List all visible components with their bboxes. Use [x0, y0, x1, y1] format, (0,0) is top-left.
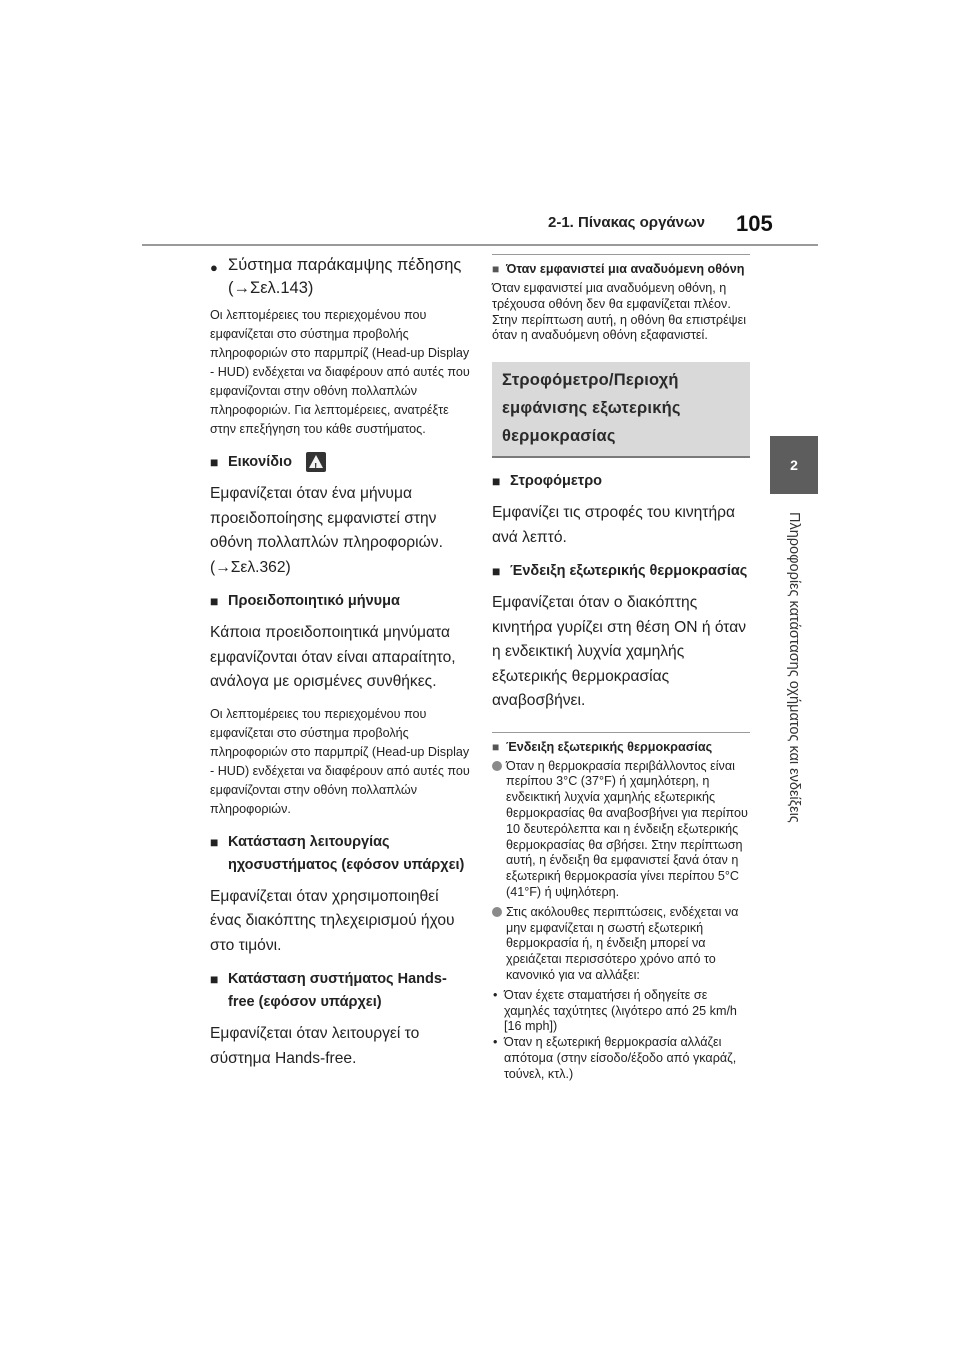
- note-item: [492, 905, 750, 984]
- note-item: [492, 759, 750, 901]
- note-item-text: Όταν η θερμοκρασία περιβάλλοντος είναι περίπου 3°C (37°F) ή χαμηλότερη, η ενδεικτική λυχνία χαμηλής εξωτερικής θερμοκρασίας θα αναβοσβήνει για περίπου 10 δευτερόλεπτα και η ένδειξη εξωτερικής θερμοκρασίας θα σβήσει. Στην περίπτωση αυτή, η ένδειξη θα εμφανιστεί ξανά όταν η εξωτερική θερμοκρασία γίνει περίπου 5°C (41°F) ή υψηλότερη.: [506, 758, 748, 900]
- note-item-text: Στις ακόλουθες περιπτώσεις, ενδέχεται να μην εμφανίζεται η σωστή εξωτερική θερμοκρασία ή, η ένδειξη μπορεί να χρειάζεται περισσότερο χρόνο από το κανονικό για να αλλάξει:: [506, 904, 739, 983]
- audio-text: Εμφανίζεται όταν χρησιμοποιηθεί ένας διακόπτης τηλεχειρισμού ήχου στο τιμόνι.: [210, 887, 455, 954]
- chapter-tab: 2: [770, 436, 818, 494]
- handsfree-text: Εμφανίζεται όταν λειτουργεί το σύστημα Hands-free.: [210, 1025, 420, 1067]
- audio-heading-text: Κατάσταση λειτουργίας ηχοσυστήματος (εφόσον υπάρχει): [228, 833, 465, 873]
- square-bullet-icon: ■: [492, 473, 501, 490]
- square-bullet-icon: ■: [492, 262, 500, 276]
- icon-heading-text: Εικονίδιο: [228, 454, 292, 470]
- temp-note: [492, 732, 750, 1083]
- square-bullet-icon: ■: [210, 593, 219, 609]
- hud-note: Οι λεπτομέρειες του περιεχομένου που εμφανίζεται στο σύστημα προβολής πληροφοριών στο παρμπρίζ (Head-up Display - HUD) ενδέχεται να διαφέρουν από αυτές που εμφανίζονται στην οθόνη πολλαπλών πληροφοριών. Για λεπτομέρειες, ανατρέξτε στην επεξήγηση του κάθε συστήματος.: [210, 308, 470, 436]
- tach-heading-text: Στροφόμετρο: [510, 473, 603, 490]
- temp-heading: [492, 560, 750, 583]
- popup-heading: [492, 261, 750, 277]
- note-sub-item: [492, 1035, 750, 1082]
- header-title: 2-1. Πίνακας οργάνων: [548, 214, 705, 231]
- temp-note-heading-text: Ένδειξη εξωτερικής θερμοκρασίας: [506, 739, 713, 754]
- circle-bullet-icon: [492, 761, 502, 771]
- audio-heading: [210, 831, 472, 877]
- square-bullet-icon: ■: [210, 971, 219, 987]
- warning-heading: [210, 590, 472, 613]
- popup-note: [492, 254, 750, 344]
- note-sub-item-text: Όταν έχετε σταματήσει ή οδηγείτε σε χαμηλές ταχύτητες (λιγότερο από 25 km/h [16 mph]): [504, 987, 737, 1034]
- warning-heading-text: Προειδοποιητικό μήνυμα: [228, 593, 400, 609]
- temp-note-heading: [492, 739, 750, 755]
- square-bullet-icon: ■: [492, 739, 500, 754]
- left-column: [210, 254, 472, 1081]
- handsfree-heading: [210, 968, 472, 1014]
- square-bullet-icon: ■: [492, 563, 501, 580]
- square-bullet-icon: ■: [210, 833, 219, 850]
- icon-heading: [210, 451, 472, 474]
- handsfree-heading-text: Κατάσταση συστήματος Hands-free (εφόσον υπάρχει): [228, 971, 447, 1010]
- note-sub-item: [492, 988, 750, 1035]
- popup-text: Όταν εμφανιστεί μια αναδυόμενη οθόνη, η τρέχουσα οθόνη δεν θα εμφανίζεται πλέον. Στην περίπτωση αυτή, η οθόνη θα επιστρέψει όταν η αναδυόμενη οθόνη εξαφανιστεί.: [492, 281, 747, 343]
- popup-heading-text: Όταν εμφανιστεί μια αναδυόμενη οθόνη: [506, 262, 745, 276]
- tach-text: Εμφανίζει τις στροφές του κινητήρα ανά λεπτό.: [492, 504, 736, 546]
- warning-note: Οι λεπτομέρειες του περιεχομένου που εμφανίζεται στο σύστημα προβολής πληροφοριών στο παρμπρίζ (Head-up Display - HUD) ενδέχεται να διαφέρουν από αυτές που εμφανίζονται στην οθόνη πολλαπλών πληροφοριών.: [210, 706, 470, 816]
- bullet-icon: ●: [210, 260, 218, 275]
- tach-heading: [492, 470, 750, 493]
- circle-bullet-icon: [492, 907, 502, 917]
- section-title: Στροφόμετρο/Περιοχή εμφάνισης εξωτερικής θερμοκρασίας: [502, 371, 681, 446]
- dot-bullet-icon: •: [493, 987, 498, 1002]
- dot-bullet-icon: •: [493, 1035, 498, 1050]
- temp-text: Εμφανίζεται όταν ο διακόπτης κινητήρα γυρίζει στη θέση ON ή όταν η ενδεικτική λυχνία χαμηλής εξωτερικής θερμοκρασίας αναβοσβήνει.: [492, 594, 747, 710]
- page-number: 105: [736, 211, 773, 236]
- section-header: [492, 362, 750, 458]
- note-sub-item-text: Όταν η εξωτερική θερμοκρασία αλλάζει απότομα (στην είσοδο/έξοδο από γκαράζ, τούνελ, κτλ.): [504, 1035, 737, 1081]
- warning-triangle-icon: [306, 452, 326, 472]
- right-column: [492, 254, 750, 1093]
- icon-text: Εμφανίζεται όταν ένα μήνυμα προειδοποίησης εμφανιστεί στην οθόνη πολλαπλών πληροφοριών. (→Σελ.362): [210, 485, 443, 576]
- header-divider: [142, 244, 818, 246]
- hud-heading-text: Σύστημα παράκαμψης πέδησης (→Σελ.143): [228, 256, 462, 297]
- warning-text: Κάποια προειδοποιητικά μηνύματα εμφανίζονται όταν είναι απαραίτητο, ανάλογα με ορισμένες συνθήκες.: [210, 624, 456, 690]
- chapter-title: Πληροφορίες κατάστασης οχήματος και ενδείξεις: [786, 512, 802, 823]
- temp-heading-text: Ένδειξη εξωτερικής θερμοκρασίας: [510, 563, 748, 580]
- square-bullet-icon: ■: [210, 454, 219, 470]
- hud-heading: [210, 254, 472, 300]
